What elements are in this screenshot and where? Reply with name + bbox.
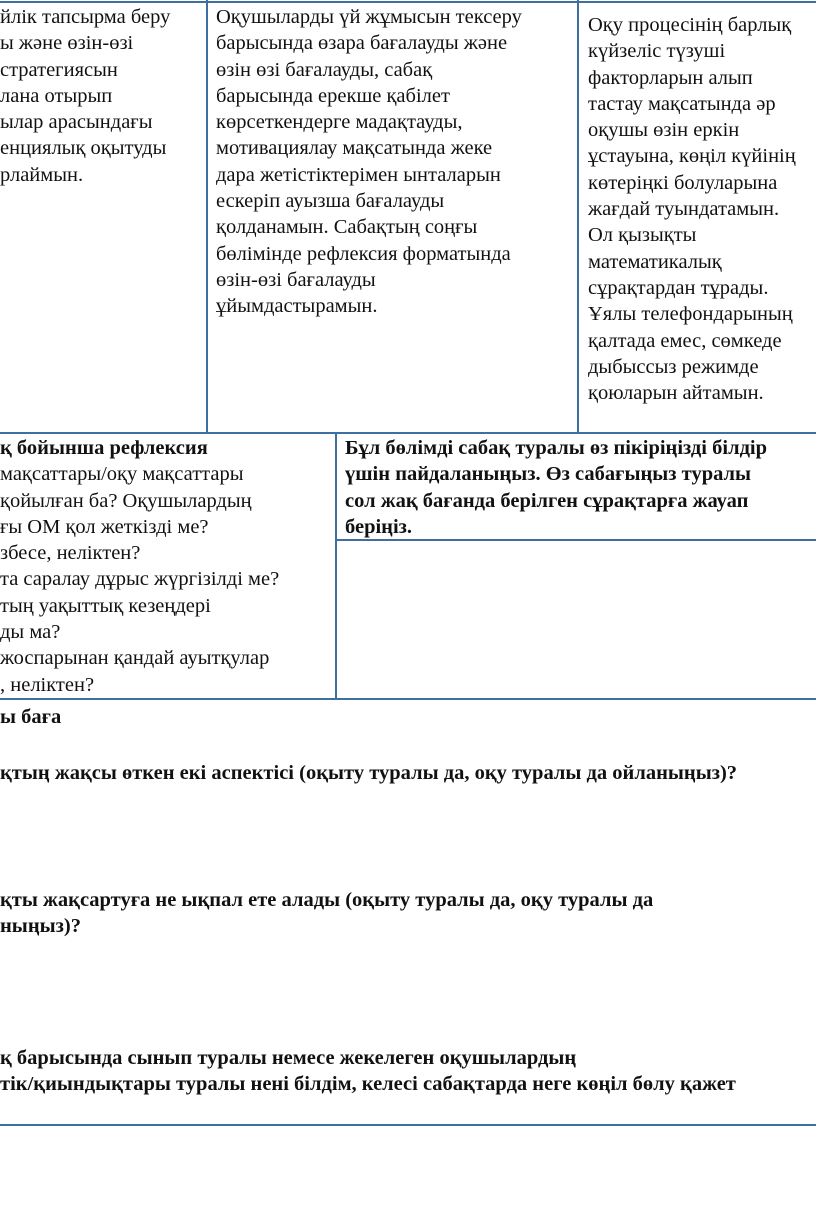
text-line: көтеріңкі болуларына <box>588 171 778 194</box>
text-line: факторларын алып <box>588 66 753 89</box>
reflection-questions-cell <box>0 435 279 698</box>
text-line: күйзеліс түзуші <box>588 40 726 63</box>
text-line: өзін өзі бағалауды, сабақ <box>216 58 433 81</box>
reflection-instructions-cell <box>345 435 767 540</box>
text-line: қойылған ба? Оқушылардың <box>0 489 252 512</box>
text-line: қты жақсартуға не ықпал ете алады (оқыту туралы да, оқу туралы да <box>0 889 654 911</box>
text-line: ұстауына, көңіл күйінің <box>588 145 796 168</box>
summary-question-3 <box>0 1045 736 1098</box>
text-line: қоюларын айтамын. <box>588 382 764 405</box>
text-line: дара жетістіктерімен ынталарын <box>216 163 501 186</box>
text-line: оқушы өзін еркін <box>588 119 740 142</box>
table-bottom-border <box>0 1124 816 1126</box>
text-line: Ұялы телефондарының <box>588 303 793 326</box>
text-line: тастау мақсатында әр <box>588 92 776 115</box>
text-line: сұрақтардан тұрады. <box>588 276 769 299</box>
text-line: ғы ОМ қол жеткізді ме? <box>0 515 209 538</box>
text-line: Бұл бөлімді сабақ туралы өз пікіріңізді білдір <box>345 437 768 459</box>
text-line: қалтада емес, сөмкеде <box>588 329 782 352</box>
column-divider-2 <box>577 0 579 433</box>
text-line: Оқушыларды үй жұмысын тексеру <box>216 6 522 28</box>
text-line: барысында өзара бағалауды және <box>216 32 508 55</box>
text-line: сол жақ бағанда берілген сұрақтарға жауап <box>345 489 749 512</box>
text-line: ұйымдастырамын. <box>216 295 378 318</box>
text-line: барысында ерекше қабілет <box>216 84 450 107</box>
text-line: ы баға <box>0 706 62 728</box>
text-line: енциялық оқытуды <box>0 137 167 160</box>
text-line: беріңіз. <box>345 515 413 538</box>
column-divider-reflection <box>335 432 337 700</box>
text-line: ескеріп ауызша бағалауды <box>216 190 445 213</box>
text-line: үшін пайдаланыңыз. Өз сабағыңыз туралы <box>345 463 752 486</box>
text-line: жағдай туындатамын. <box>588 198 780 221</box>
text-line: лана отырып <box>0 84 113 107</box>
table-top-border <box>0 1 816 3</box>
text-line: математикалық <box>588 250 722 273</box>
text-line: ы және өзін-өзі <box>0 32 134 55</box>
text-line: та саралау дұрыс жүргізілді ме? <box>0 568 280 591</box>
text-line: дыбыссыз режимде <box>588 355 759 378</box>
text-line: қолданамын. Сабақтың соңғы <box>216 216 478 239</box>
text-line: өзін-өзі бағалауды <box>216 268 376 291</box>
assessment-cell-left <box>0 4 170 188</box>
row-divider-reflection <box>0 698 816 700</box>
summary-question-1 <box>0 760 737 786</box>
summary-question-2 <box>0 887 653 940</box>
summary-heading <box>0 704 61 730</box>
column-divider-1 <box>206 0 208 433</box>
text-line: жоспарынан қандай ауытқулар <box>0 647 270 670</box>
text-line: Ол қызықты <box>588 224 697 247</box>
assessment-cell-middle <box>216 4 522 320</box>
text-line: қ барысында сынып туралы немесе жекелеген оқушылардың <box>0 1047 577 1069</box>
text-line: көрсеткендерге мадақтауды, <box>216 111 463 134</box>
text-line: збесе, неліктен? <box>0 542 141 565</box>
text-line: рлаймын. <box>0 163 84 186</box>
text-line: қтың жақсы өткен екі аспектісі (оқыту туралы да, оқу туралы да ойланыңыз)? <box>0 762 738 784</box>
text-line: тың уақыттық кезеңдері <box>0 594 211 617</box>
text-line: йлік тапсырма беру <box>0 6 171 28</box>
reflection-heading: қ бойынша рефлексия <box>0 437 208 459</box>
text-line: ныңыз)? <box>0 915 81 938</box>
text-line: , неліктен? <box>0 673 95 696</box>
text-line: бөлімінде рефлексия форматында <box>216 242 511 265</box>
text-line: тік/қиындықтары туралы нені білдім, келесі сабақтарда неге көңіл бөлу қажет <box>0 1073 736 1096</box>
text-line: мотивациялау мақсатында жеке <box>216 137 493 160</box>
assessment-cell-right <box>588 12 796 406</box>
text-line: ылар арасындағы <box>0 111 153 134</box>
row-divider-top <box>0 432 816 434</box>
text-line: ды ма? <box>0 621 61 644</box>
text-line: стратегиясын <box>0 58 118 81</box>
text-line: Оқу процесінің барлық <box>588 14 792 36</box>
text-line: мақсаттары/оқу мақсаттары <box>0 463 244 486</box>
